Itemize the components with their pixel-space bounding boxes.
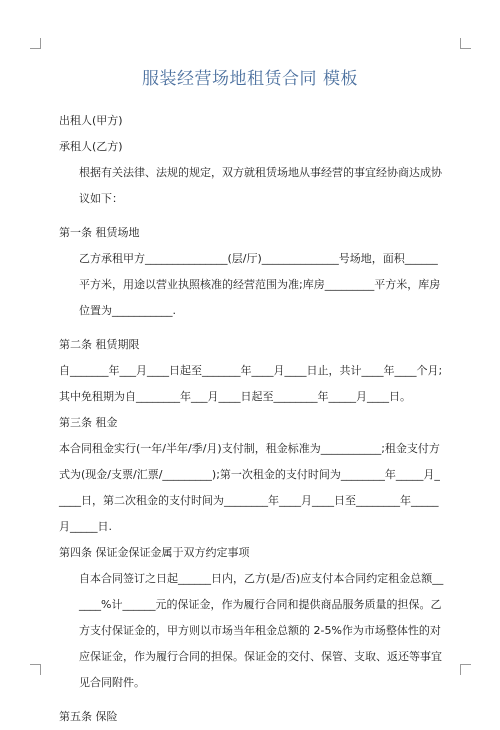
crop-mark-bottom-left — [30, 664, 41, 675]
article-3-heading: 第三条 租金 — [59, 416, 118, 429]
article-4-heading: 第四条 保证金保证金属于双方约定事项 — [59, 546, 250, 559]
crop-mark-bottom-right — [460, 664, 471, 675]
crop-mark-top-left — [30, 38, 41, 49]
article-1-body: 乙方承租甲方_______________(层/厅)______________号场地，面积______平方米，用途以营业执照核准的经营范围为准;库房_________平方米，库房位置为___________. — [79, 252, 441, 317]
article-5-heading: 第五条 保险 — [59, 710, 118, 723]
lessee-line: 承租人(乙方) — [59, 140, 123, 153]
crop-mark-top-right — [460, 38, 471, 49]
preamble: 根据有关法律、法规的规定，双方就租赁场地从事经营的事宜经协商达成协议如下： — [79, 166, 442, 205]
document-title: 服装经营场地租赁合同 模板 — [142, 69, 358, 89]
article-2-body: 自_______年___月____日起至_______年____月____日止，共计____年____个月;其中免租期为自________年___月____日起至________年_____月____日。 — [59, 364, 443, 403]
article-1-heading: 第一条 租赁场地 — [59, 226, 140, 239]
lessor-line: 出租人(甲方) — [59, 114, 123, 127]
article-2-heading: 第二条 租赁期限 — [59, 338, 140, 351]
article-4-body: 自本合同签订之日起______日内，乙方(是/否)应支付本合同约定租金总额______%计______元的保证金，作为履行合同和提供商品服务质量的担保。乙方支付保证金的，甲方则以市场当年租金总额的 2-5%作为市场整体性的对应保证金，作为履行合同的担保。保证金的交付、保管、支取、返还等事宜见合同附件。 — [79, 572, 444, 689]
document-body — [59, 108, 444, 730]
article-3-body: 本合同租金实行(一年/半年/季/月)支付制，租金标准为___________;租金支付方式为(现金/支票/汇票/_________);第一次租金的支付时间为________年_____月_____日，第二次租金的支付时间为________年____月____日至________年_____月_____日. — [59, 442, 440, 533]
